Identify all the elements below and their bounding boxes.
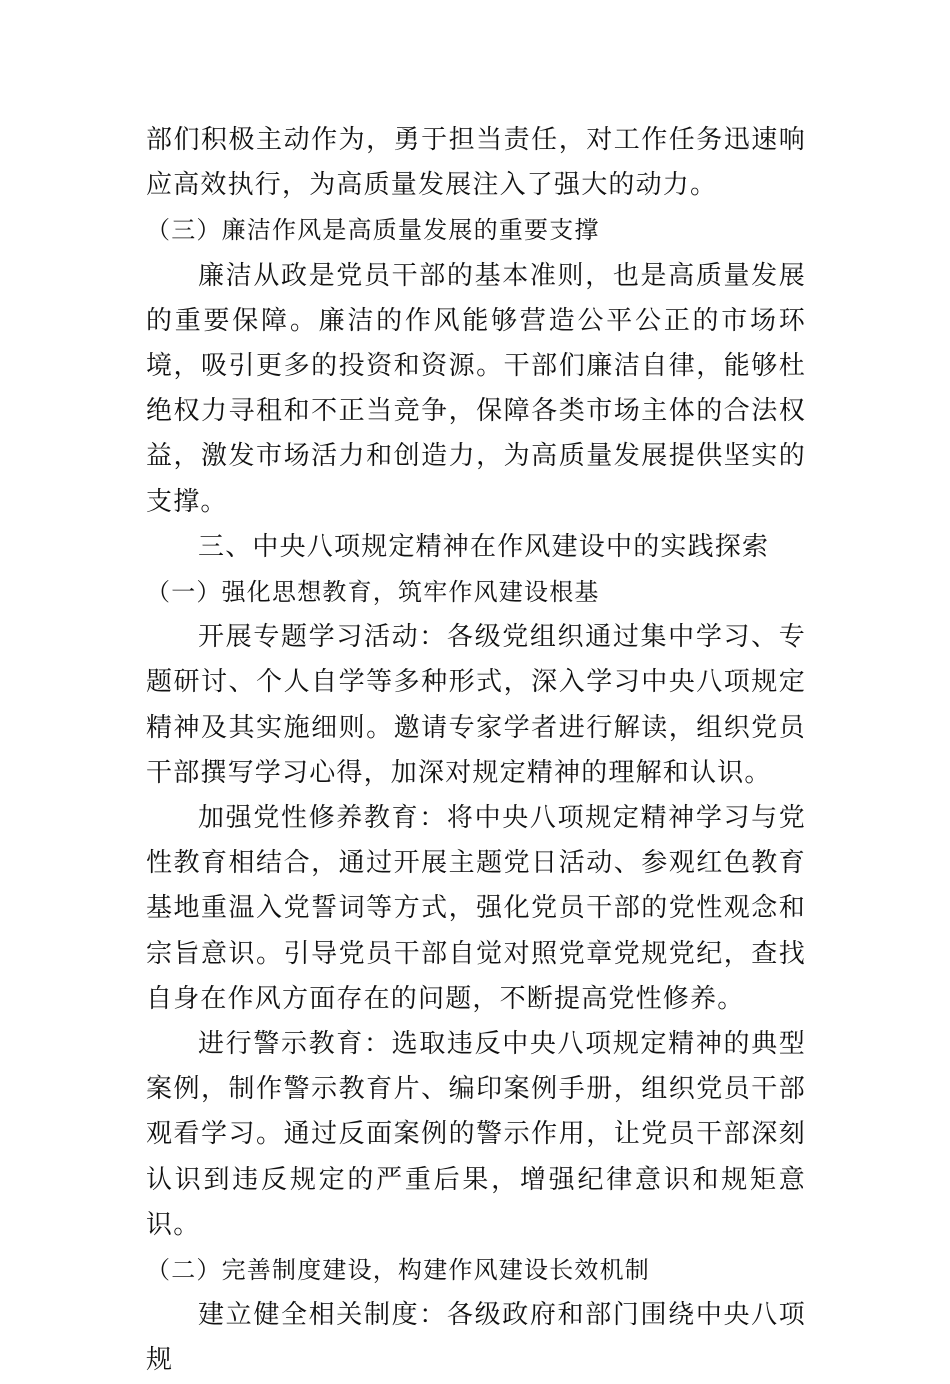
paragraph-warning: 进行警示教育：选取违反中央八项规定精神的典型案例，制作警示教育片、编印案例手册，组织党员干部观看学习。通过反面案例的警示作用，让党员干部深刻认识到违反规定的严重后果，增强纪律意识和规矩意识。 bbox=[146, 1029, 806, 1240]
paragraph-party-spirit: 加强党性修养教育：将中央八项规定精神学习与党性教育相结合，通过开展主题党日活动、参观红色教育基地重温入党誓词等方式，强化党员干部的党性观念和宗旨意识。引导党员干部自觉对照党章党规党纪，查找自身在作风方面存在的问题，不断提高党性修养。 bbox=[146, 803, 806, 1014]
subheading-education: （一）强化思想教育，筑牢作风建设根基 bbox=[146, 578, 600, 607]
paragraph-continuation: 部们积极主动作为，勇于担当责任，对工作任务迅速响应高效执行，为高质量发展注入了强大的动力。 bbox=[146, 125, 806, 201]
paragraph-rules: 建立健全相关制度：各级政府和部门围绕中央八项规 bbox=[146, 1300, 806, 1376]
paragraph-study: 开展专题学习活动：各级党组织通过集中学习、专题研讨、个人自学等多种形式，深入学习中央八项规定精神及其实施细则。邀请专家学者进行解读，组织党员干部撰写学习心得，加深对规定精神的理解和认识。 bbox=[146, 622, 806, 788]
section-heading-three: 三、中央八项规定精神在作风建设中的实践探索 bbox=[198, 531, 770, 562]
document-body bbox=[146, 118, 806, 1384]
subheading-integrity: （三）廉洁作风是高质量发展的重要支撑 bbox=[146, 216, 600, 245]
subheading-institution: （二）完善制度建设，构建作风建设长效机制 bbox=[146, 1256, 650, 1285]
paragraph-integrity: 廉洁从政是党员干部的基本准则，也是高质量发展的重要保障。廉洁的作风能够营造公平公正的市场环境，吸引更多的投资和资源。干部们廉洁自律，能够杜绝权力寻租和不正当竞争，保障各类市场主体的合法权益，激发市场活力和创造力，为高质量发展提供坚实的支撑。 bbox=[146, 260, 806, 517]
